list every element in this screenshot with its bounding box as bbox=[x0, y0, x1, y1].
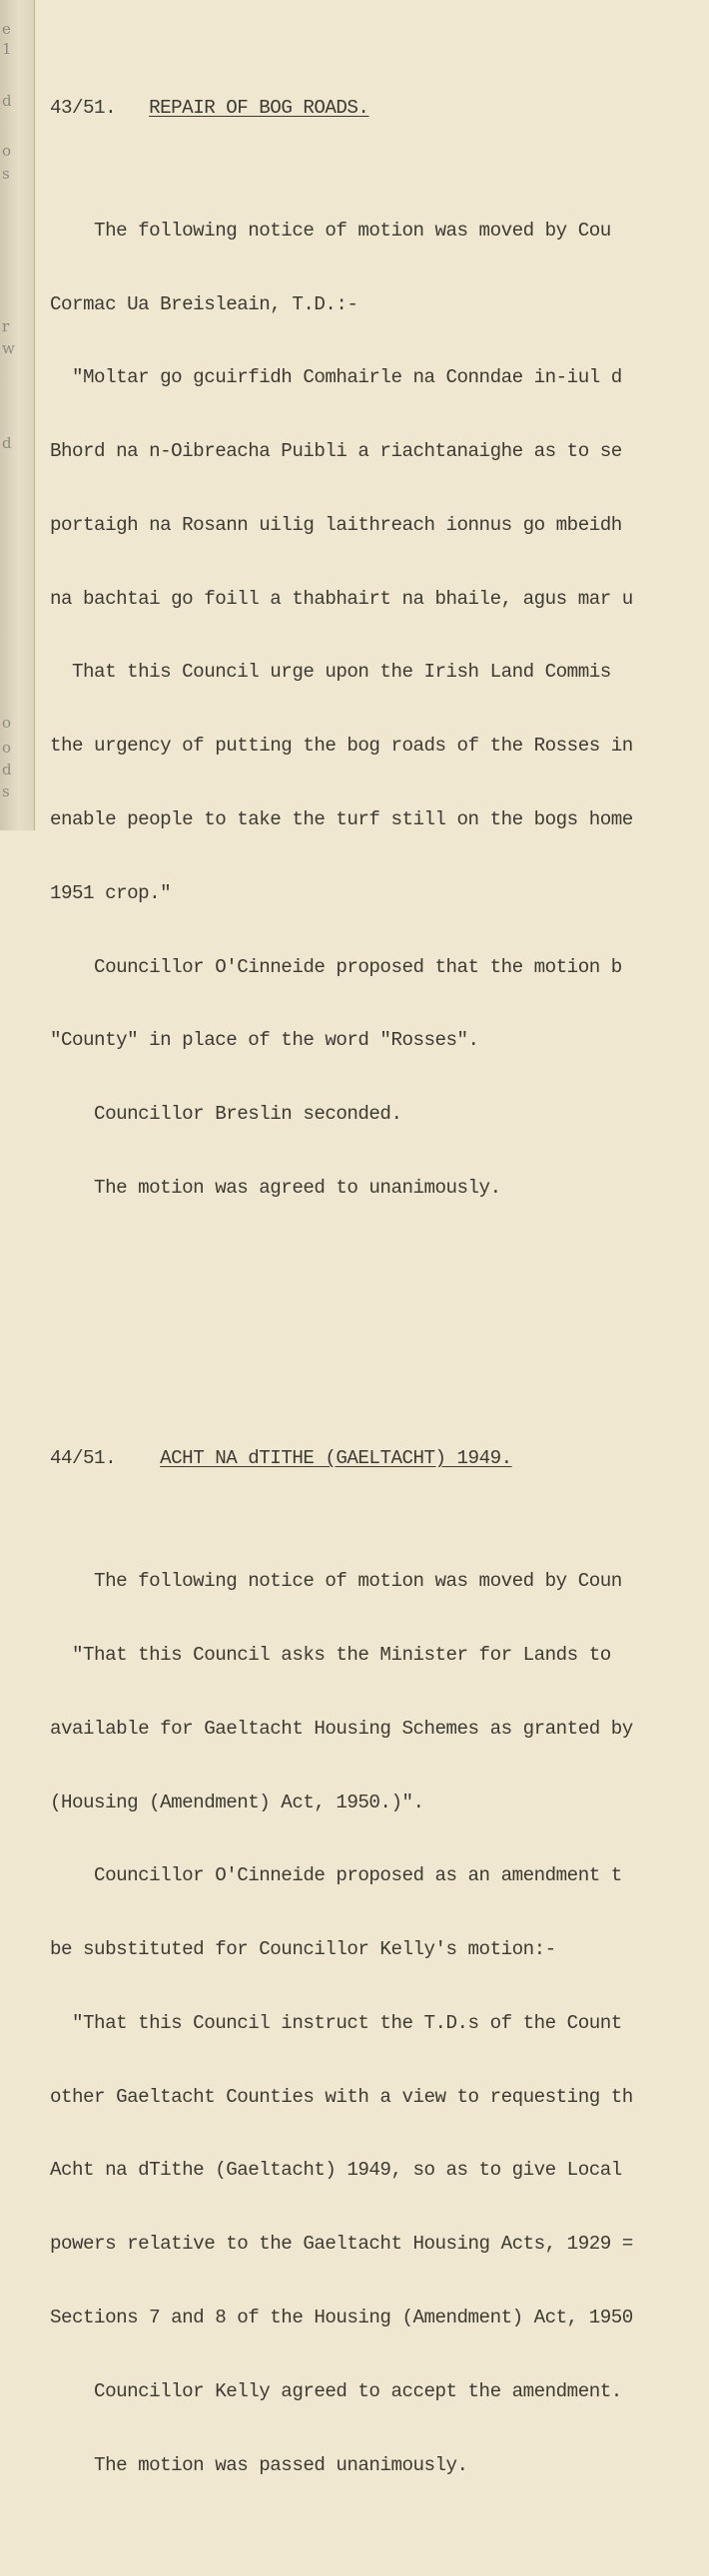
margin-char: d bbox=[2, 434, 12, 452]
text-line: The following notice of motion was moved by Coun bbox=[50, 1570, 622, 1593]
minutes-page bbox=[50, 22, 709, 2576]
section-heading bbox=[50, 96, 709, 121]
text-line: portaigh na Rosann uilig laithreach ionnus go mbeidh bbox=[50, 513, 622, 536]
text-line: Councillor Kelly agreed to accept the amendment. bbox=[50, 2379, 622, 2402]
text-line: Sections 7 and 8 of the Housing (Amendment) Act, 1950 bbox=[50, 2307, 633, 2329]
text-line: Councillor Breslin seconded. bbox=[50, 1103, 402, 1126]
page-binding-edge bbox=[0, 0, 35, 830]
section-spacer bbox=[50, 1322, 709, 1372]
text-line: Cormac Ua Breisleain, T.D.:- bbox=[50, 292, 358, 315]
margin-char: 1 bbox=[2, 40, 12, 58]
section-heading bbox=[50, 1446, 709, 1471]
text-line: the urgency of putting the bog roads of the Rosses in bbox=[50, 735, 633, 758]
margin-char: d bbox=[2, 761, 12, 778]
text-line: enable people to take the turf still on the bogs home bbox=[50, 808, 633, 830]
text-line: be substituted for Councillor Kelly's motion:- bbox=[50, 1938, 556, 1961]
text-line: "That this Council asks the Minister for Lands to bbox=[50, 1644, 611, 1666]
text-line: "County" in place of the word "Rosses". bbox=[50, 1029, 479, 1052]
text-line: Councillor O'Cinneide proposed as an amendment t bbox=[50, 1864, 622, 1887]
margin-char: w bbox=[2, 339, 15, 357]
margin-char: s bbox=[2, 165, 10, 183]
text-line: Acht na dTithe (Gaeltacht) 1949, so as to give Local bbox=[50, 2159, 622, 2182]
margin-char: e bbox=[2, 20, 11, 38]
margin-char: o bbox=[2, 739, 12, 757]
text-line: That this Council urge upon the Irish Land Commis bbox=[50, 661, 611, 684]
margin-char: o bbox=[2, 714, 12, 732]
text-line: powers relative to the Gaeltacht Housing Acts, 1929 = bbox=[50, 2233, 633, 2256]
minute-title: REPAIR OF BOG ROADS. bbox=[149, 96, 369, 119]
section-body bbox=[50, 1520, 709, 2526]
text-line: Bhord na n-Oibreacha Puibli a riachtanaighe as to se bbox=[50, 440, 622, 463]
section-body bbox=[50, 170, 709, 1250]
text-line: na bachtai go foill a thabhairt na bhaile, agus mar u bbox=[50, 587, 633, 610]
margin-char: r bbox=[2, 317, 10, 335]
text-line: "That this Council instruct the T.D.s of the Count bbox=[50, 2011, 622, 2034]
minute-title: ACHT NA dTITHE (GAELTACHT) 1949. bbox=[160, 1447, 512, 1470]
text-line: The motion was agreed to unanimously. bbox=[50, 1176, 501, 1199]
text-line: other Gaeltacht Counties with a view to requesting th bbox=[50, 2085, 633, 2108]
text-line: The motion was passed unanimously. bbox=[50, 2453, 468, 2476]
margin-char: d bbox=[2, 92, 12, 110]
text-line: The following notice of motion was moved by Cou bbox=[50, 219, 611, 242]
margin-char: s bbox=[2, 782, 10, 800]
text-line: "Moltar go gcuirfidh Comhairle na Conndae in-iul d bbox=[50, 366, 622, 389]
minute-number: 44/51. bbox=[50, 1447, 117, 1470]
text-line: Councillor O'Cinneide proposed that the motion b bbox=[50, 955, 622, 978]
text-line: 1951 crop." bbox=[50, 881, 172, 904]
margin-char: o bbox=[2, 142, 12, 160]
text-line: (Housing (Amendment) Act, 1950.)". bbox=[50, 1791, 424, 1813]
minute-number: 43/51. bbox=[50, 96, 117, 119]
text-line: available for Gaeltacht Housing Schemes as granted by bbox=[50, 1717, 633, 1740]
